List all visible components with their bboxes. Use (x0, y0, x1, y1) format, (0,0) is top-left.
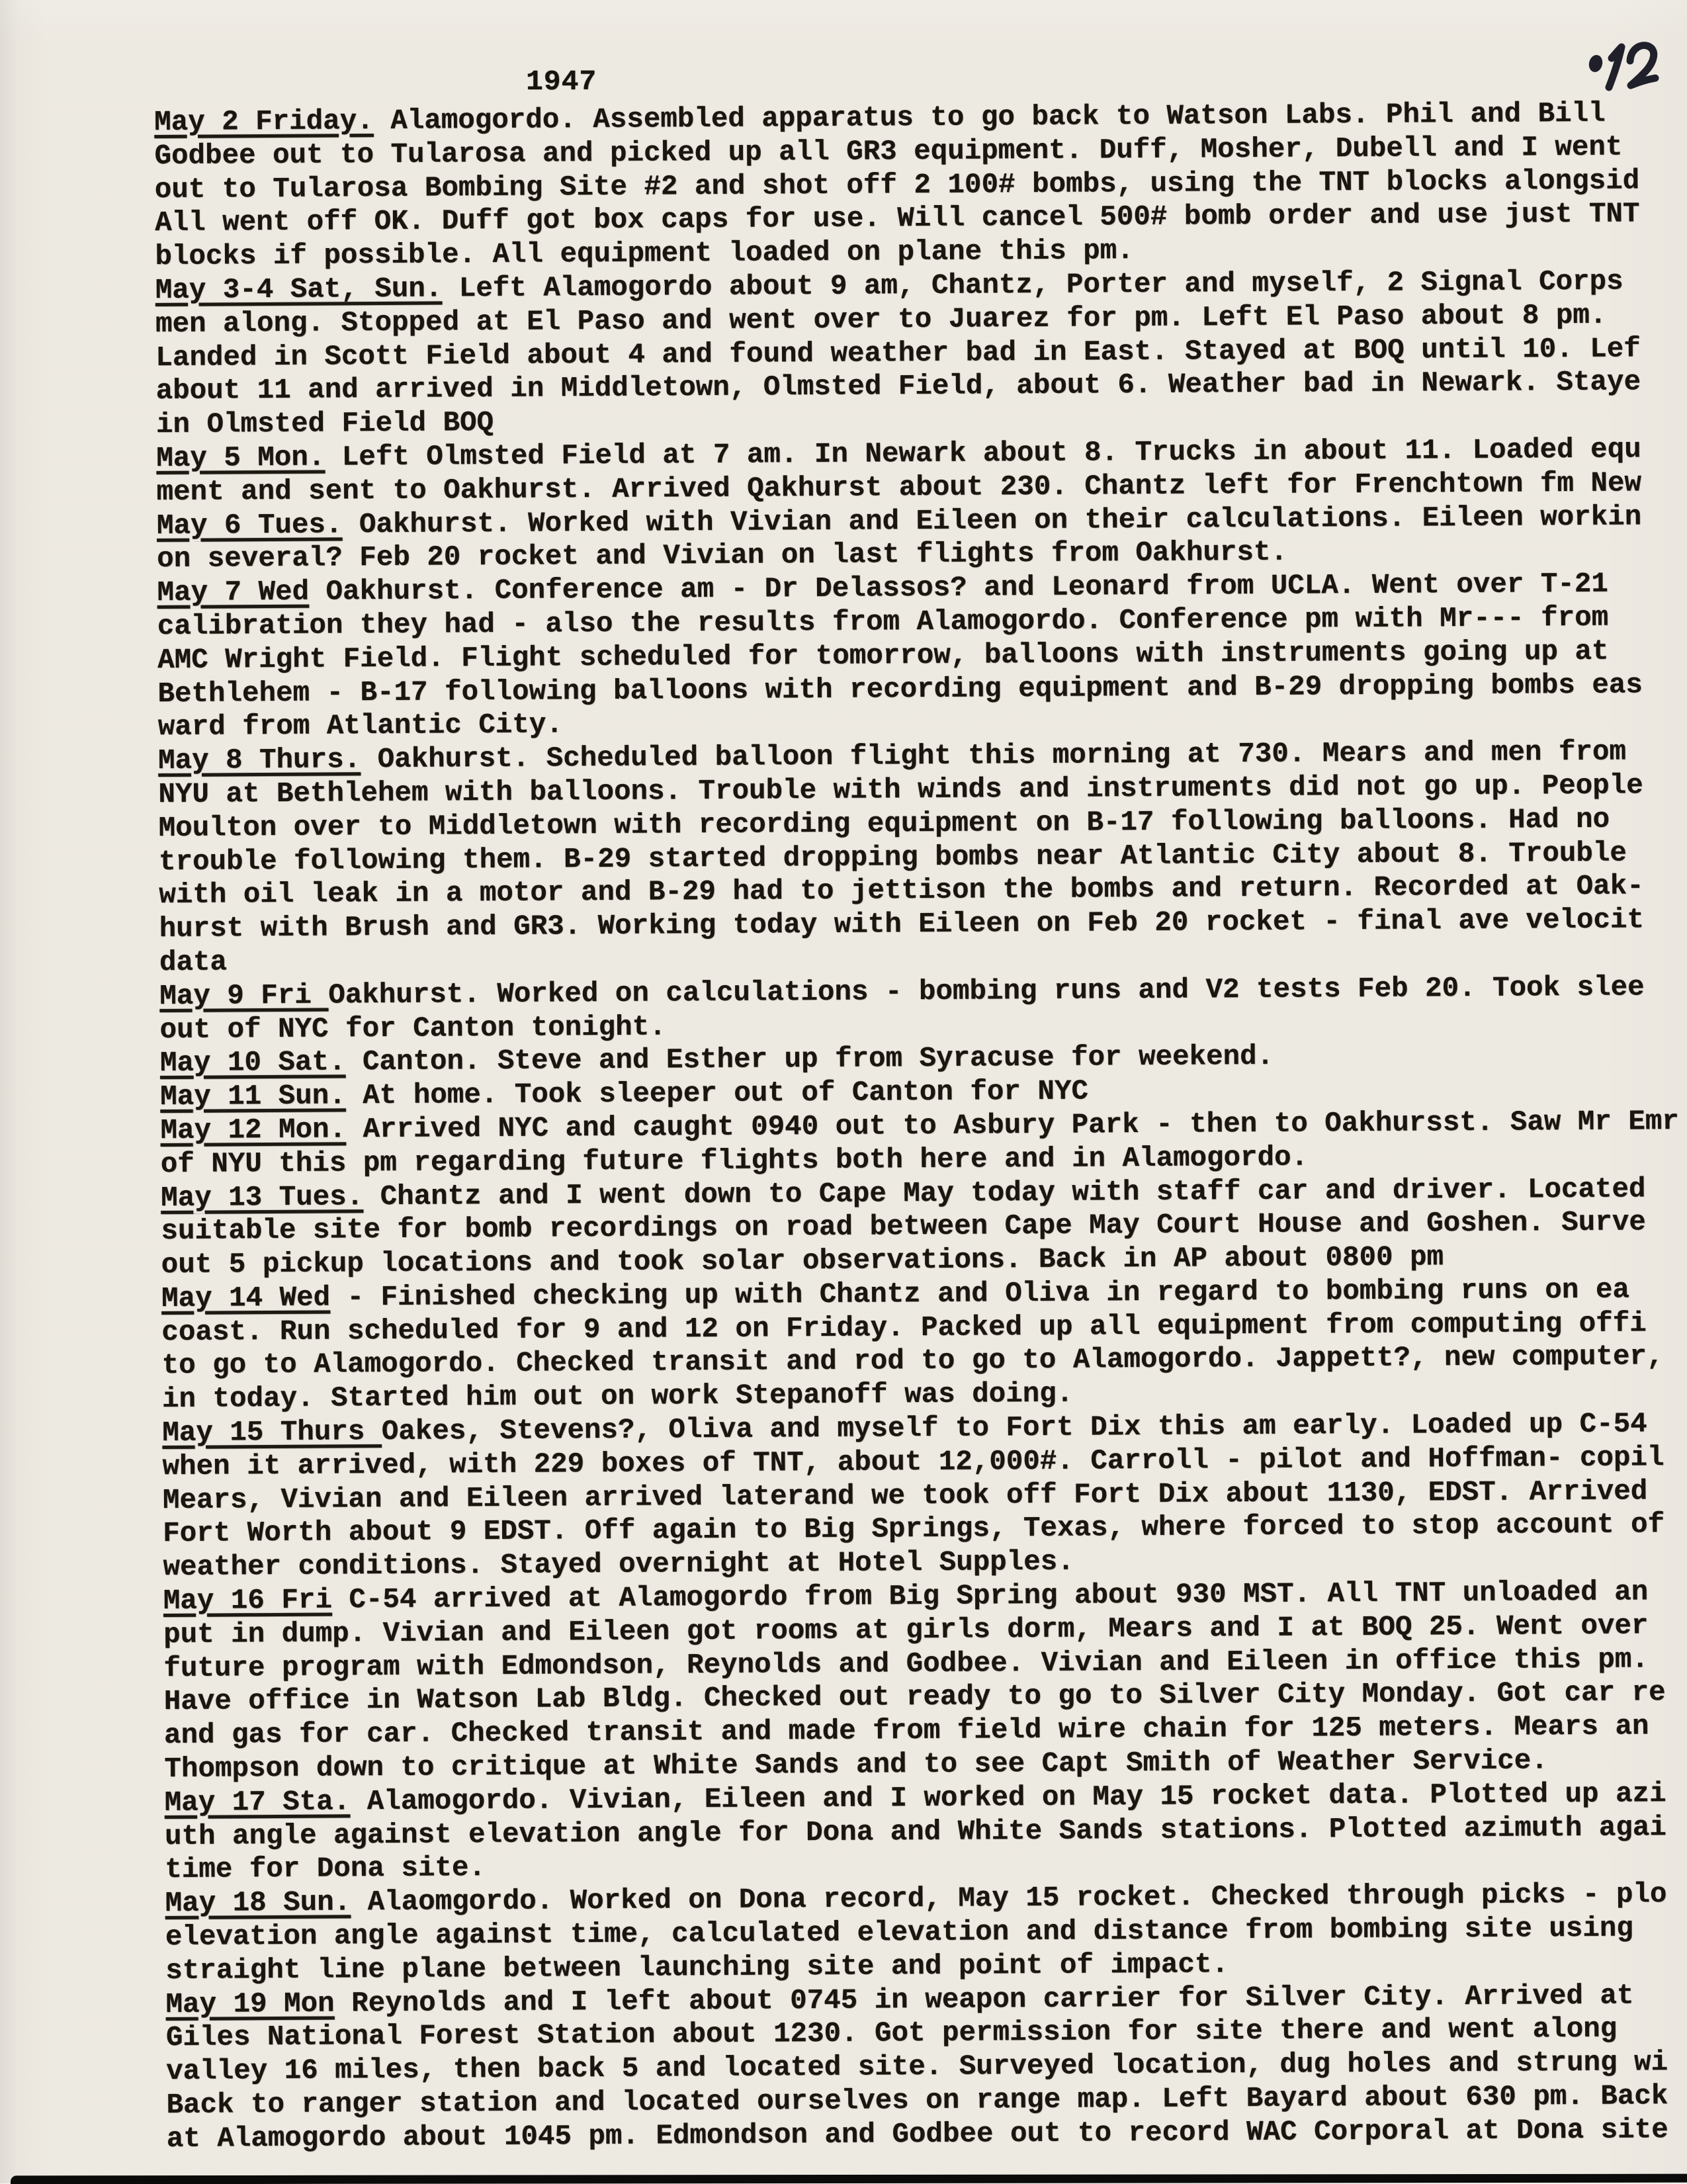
entry-text: future program with Edmondson, Reynolds and Godbee. Vivian and Eileen in office this pm. (163, 1643, 1649, 1684)
entry-date-underlined: May 15 Thurs (162, 1416, 382, 1450)
entry-text: out of NYC for Canton tonight. (159, 1010, 666, 1046)
entry-text: Landed in Scott Field about 4 and found weather bad in East. Stayed at BOQ until 10. Lef (155, 332, 1641, 374)
entry-text: uth angle against elevation angle for Dona and White Sands stations. Plotted azimuth agai (164, 1811, 1666, 1853)
entry-text: and gas for car. Checked transit and made from field wire chain for 125 meters. Mears an (163, 1710, 1649, 1752)
entry-text: Reynolds and I left about 0745 in weapon carrier for Silver City. Arrived at (334, 1980, 1634, 2020)
entry-text: AMC Wright Field. Flight scheduled for tomorrow, balloons with instruments going up at (157, 635, 1609, 676)
entry-date-underlined: May 3-4 Sat, Sun. (155, 273, 443, 307)
scan-edge-bar (11, 2174, 1687, 2184)
entry-text: suitable site for bomb recordings on road between Cape May Court House and Goshen. Surve (161, 1206, 1646, 1248)
entry-text: in today. Started him out on work Stepanoff was doing. (161, 1377, 1074, 1416)
year-heading: 1947 (526, 66, 597, 98)
entry-date-underlined: May 9 Fri (159, 979, 329, 1012)
entry-text: Back to ranger station and located ourselves on range map. Left Bayard about 630 pm. Back (166, 2080, 1668, 2122)
diary-text-block (154, 97, 1687, 2156)
entry-text: trouble following them. B-29 started dropping bombs near Atlantic City about 8. Trouble (158, 837, 1627, 878)
entry-text: valley 16 miles, then back 5 and located site. Surveyed location, dug holes and strung wi (166, 2046, 1668, 2088)
entry-date-underlined: May 13 Tues. (160, 1180, 364, 1214)
entry-date-underlined: May 18 Sun. (165, 1886, 351, 1920)
entry-text: of NYU this pm regarding future flights both here and in Alamogordo. (160, 1141, 1309, 1180)
entry-date-underlined: May 6 Tues. (156, 508, 343, 542)
entry-date-underlined: May 10 Sat. (159, 1046, 346, 1080)
entry-date-underlined: May 19 Mon (165, 1987, 335, 2021)
entry-text: time for Dona site. (165, 1852, 486, 1886)
entry-text: blocks if possible. All equipment loaded on plane this pm. (155, 235, 1134, 273)
entry-text: Canton. Steve and Esther up from Syracuse for weekend. (345, 1041, 1274, 1078)
entry-date-underlined: May 11 Sun. (160, 1080, 346, 1114)
entry-text: C-54 arrived at Alamogordo from Big Spring about 930 MST. All TNT unloaded an (331, 1576, 1649, 1616)
entry-text: to go to Alamogordo. Checked transit and rod to go to Alamogordo. Jappett?, new computer, (161, 1340, 1664, 1382)
entry-text: Left Alamogordo about 9 am, Chantz, Porter and myself, 2 Signal Corps (442, 265, 1623, 305)
entry-text: NYU at Bethlehem with balloons. Trouble with winds and instruments did not go up. People (158, 769, 1643, 810)
entry-text: Arrived NYC and caught 0940 out to Asbury Park - then to Oakhursst. Saw Mr Emr (345, 1105, 1679, 1146)
entry-text: Alaomgordo. Worked on Dona record, May 15 rocket. Checked through picks - plo (351, 1878, 1667, 1919)
entry-text: ward from Atlantic City. (157, 709, 564, 744)
entry-text: Have office in Watson Lab Bldg. Checked out ready to go to Silver City Monday. Got car re (163, 1677, 1666, 1718)
entry-text: Oakhurst. Conference am - Dr Delassos? and Leonard from UCLA. Went over T-21 (308, 568, 1609, 608)
entry-text: with oil leak in a motor and B-29 had to jettison the bombs and return. Recorded at Oak- (159, 870, 1644, 912)
entry-date-underlined: May 7 Wed (157, 576, 310, 609)
entry-text: at Alamogordo about 1045 pm. Edmondson and Godbee out to record WAC Corporal at Dona site (166, 2113, 1668, 2155)
entry-text: Oakhurst. Worked on calculations - bombing runs and V2 tests Feb 20. Took slee (328, 971, 1645, 1012)
entry-date-underlined: May 14 Wed (161, 1282, 331, 1315)
entry-text: Oakes, Stevens?, Oliva and myself to Fort Dix this am early. Loaded up C-54 (381, 1408, 1647, 1448)
entry-text: straight line plane between launching site and point of impact. (165, 1948, 1229, 1987)
entry-text: out 5 pickup locations and took solar observations. Back in AP about 0800 pm (161, 1241, 1444, 1282)
entry-text: men along. Stopped at El Paso and went over to Juarez for pm. Left El Paso about 8 pm. (155, 299, 1607, 340)
pen-stroke-page-number-icon (1580, 34, 1672, 98)
entry-date-underlined: May 2 Friday. (154, 105, 374, 139)
entry-text: put in dump. Vivian and Eileen got rooms at girls dorm, Mears and I at BOQ 25. Went over (163, 1610, 1649, 1651)
entry-text: in Olmsted Field BOQ (155, 407, 494, 441)
entry-text: Oakhurst. Worked with Vivian and Eileen on their calculations. Eileen workin (342, 500, 1642, 541)
entry-date-underlined: May 16 Fri (163, 1584, 333, 1618)
entry-text: Thompson down to critique at White Sands and to see Capt Smith of Weather Service. (164, 1745, 1548, 1786)
entry-text: out to Tularosa Bombing Site #2 and shot off 2 100# bombs, using the TNT blocks alongsid (154, 164, 1640, 206)
entry-text: Bethlehem - B-17 following balloons with recording equipment and B-29 dropping bombs eas (157, 668, 1643, 710)
digit-two-stroke (1630, 46, 1655, 85)
entry-text: Godbee out to Tularosa and picked up all GR3 equipment. Duff, Mosher, Dubell and I went (154, 131, 1623, 172)
entry-text: Oakhurst. Scheduled balloon flight this morning at 730. Mears and men from (361, 736, 1627, 776)
entry-date-underlined: May 12 Mon. (160, 1114, 347, 1147)
entry-text: calibration they had - also the results from Alamogordo. Conference pm with Mr--- from (157, 601, 1609, 642)
entry-text: hurst with Brush and GR3. Working today with Eileen on Feb 20 rocket - final ave velocit (159, 904, 1645, 945)
entry-text: All went off OK. Duff got box caps for use. Will cancel 500# bomb order and use just TNT (154, 198, 1640, 240)
entry-text: ment and sent to Oakhurst. Arrived Qakhurst about 230. Chantz left for Frenchtown fm New (156, 467, 1642, 508)
entry-text: - Finished checking up with Chantz and Oliva in regard to bombing runs on ea (329, 1274, 1630, 1314)
entry-text: Moulton over to Middletown with recording equipment on B-17 following balloons. Had no (158, 803, 1610, 844)
entry-text: Alamogordo. Vivian, Eileen and I worked on May 15 rocket data. Plotted up azi (350, 1777, 1666, 1818)
entry-date-underlined: May 17 Sta. (164, 1786, 351, 1819)
entry-text: when it arrived, with 229 boxes of TNT, about 12,000#. Carroll - pilot and Hoffman- copil (162, 1442, 1665, 1483)
entry-text: At home. Took sleeper out of Canton for NYC (345, 1075, 1089, 1112)
entry-text: weather conditions. Stayed overnight at Hotel Supples. (163, 1546, 1074, 1584)
entry-text: Mears, Vivian and Eileen arrived laterand we took off Fort Dix about 1130, EDST. Arrived (162, 1475, 1648, 1516)
entry-text: Left Olmsted Field at 7 am. In Newark about 8. Trucks in about 11. Loaded equ (325, 433, 1641, 474)
entry-text: Alamogordo. Assembled apparatus to go back to Watson Labs. Phil and Bill (373, 97, 1606, 138)
entry-text: data (159, 946, 228, 979)
entry-date-underlined: May 8 Thurs. (157, 744, 361, 777)
entry-text: Giles National Forest Station about 1230. Got permission for site there and went along (165, 2013, 1618, 2054)
entry-text: on several? Feb 20 rocket and Vivian on last flights from Oakhurst. (157, 536, 1288, 576)
handwritten-page-number (1580, 34, 1672, 98)
digit-one-stroke (1609, 47, 1622, 87)
pen-dot-icon (1590, 56, 1602, 71)
entry-text: Fort Worth about 9 EDST. Off again to Big Springs, Texas, where forced to stop account of (163, 1508, 1665, 1550)
entry-text: coast. Run scheduled for 9 and 12 on Friday. Packed up all equipment from computing offi (161, 1307, 1647, 1348)
entry-text: Chantz and I went down to Cape May today with staff car and driver. Located (363, 1172, 1646, 1213)
entry-date-underlined: May 5 Mon. (156, 441, 325, 475)
entry-text: about 11 and arrived in Middletown, Olmsted Field, about 6. Weather bad in Newark. Staye (155, 366, 1641, 408)
entry-text: elevation angle against time, calculated elevation and distance from bombing site using (165, 1912, 1633, 1954)
